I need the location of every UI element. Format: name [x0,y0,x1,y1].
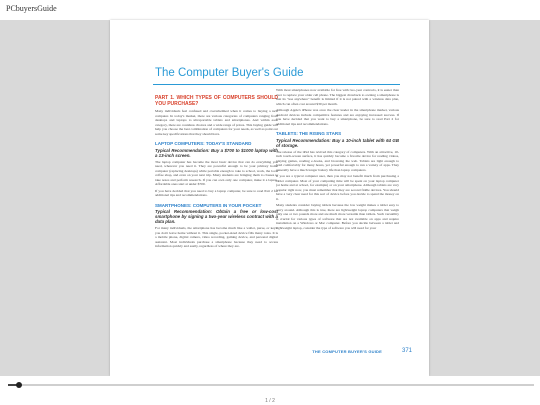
window-title: PCbuyersGuide [6,4,57,13]
page-footer [110,349,429,355]
title-bar [0,0,540,20]
status-bar [0,376,540,405]
paragraph: If you are a typical computer user, then you may not benefit much from purchasing a tablet computer. Most of your computing time will be spent on your laptop computer (at home and at school, for example) or on your smartphone. Although tablets are very popular right now, you must remember that they are second fiddle devices. You should have a very clear need for this sort of device before you decide to spend the money on it. [276,174,399,201]
paragraph: The laptop computer has become the most basic device that can do everything you need, wherever you need it. They are powerful enough to be your primary home computer (replacing desktops) while portable enough to take to school, work, the local coffee shop, and even on your next trip. Many students are bringing them to classes to take notes and perform research. If you can own only one computer, make it a laptop. Affordable ones start at under $700. [155,159,278,186]
paragraph: The release of the iPad has revived this category of computers. With an attractive, 10-inch touch-screen surface, it has quickly become a favorite device for reading videos, playing games, reading e-books, and browsing the web. Tablets are light enough to hold comfortably for many hours, yet powerful enough to run a variety of apps. They generally have a much longer battery life than laptop computers. [276,149,399,172]
page-title: The Computer Buyer's Guide [155,67,304,79]
right-column [276,88,399,232]
progress-track[interactable] [8,384,534,386]
section-heading-part1: PART 1. WHICH TYPES OF COMPUTERS SHOULD YOU PURCHASE? [155,95,278,107]
progress-handle[interactable] [16,382,22,388]
paragraph: If you have decided that you need to buy a laptop computer, be sure to read Part 2 for additional tips and recommendations. [155,188,278,197]
paragraph: With most smartphones now available for free with two-year contracts, it is easier than ever to replace your older cell phone. The biggest drawback to owning a smartphone is that its "use anywhere" benefit is limited if it is not paired with a wireless data plan, which can often cost around $30 per month. [276,88,399,106]
title-divider [153,84,400,85]
paragraph: Many students consider buying tablets because the low weight makes a tablet easy to carry around. Although this is true, there are lightweight laptop computers that weigh only one or two pounds more and are much more versatile than tablets. Such versatility is crucial for various types of software that are not available on apps and require installation on a Windows or Mac computer. Before you decide between a tablet and lightweight laptop, consider the type of software you will need for your [276,203,399,230]
section-heading-tablets: TABLETS: THE RISING STARS [276,131,342,136]
recommendation-smartphones: Typical Recommendation: Obtain a free or low-cost smartphone by signing a two-year wireless contract with a data plan. [155,209,278,224]
recommendation-tablets: Typical Recommendation: Buy a 10-inch tablet with 64 GB of storage. [276,137,399,148]
section-heading-smartphones: SMARTPHONES: COMPUTERS IN YOUR POCKET [155,202,262,208]
document-viewer[interactable] [0,20,540,376]
section-heading-laptops: LAPTOP COMPUTERS: TODAY'S STANDARD [155,141,252,146]
left-column [155,90,278,251]
paragraph: Many individuals feel confused and overwhelmed when it comes to buying a new computer. In today's market, there are various categories of computers ranging from desktops and laptops to ultraportable tablets and smartphones. And within each category, there are countless choices and a wide range of prices. This buying guide will help you choose the best combination of computers for your needs, as well as point out some key specifications that they should have. [155,109,278,136]
footer-label: THE COMPUTER BUYER'S GUIDE [312,349,382,354]
document-page [110,20,429,376]
paragraph: Although Apple's iPhone was once the clear leader in the smartphone market, various Android devices include competitive features and are enjoying increased success. If you have decided that you want to buy a smartphone, be sure to read Part 2 for additional tips and recommendations. [276,108,399,126]
page-indicator: 1 / 2 [265,398,275,404]
recommendation-laptops: Typical Recommendation: Buy a $700 to $1000 laptop with a 13-inch screen. [155,147,278,158]
page-number: 371 [401,348,412,354]
paragraph: For many individuals, the smartphone has become much like a wallet, purse, or keys: you don't leave home without it. This single, pocket-sized device fills many roles. It is a mobile phone, digital camera, video recording, gaming device, and personal digital assistant. Most individuals purchase a smartphone because they need to access information quickly and easily, regardless of where they are. [155,226,278,248]
